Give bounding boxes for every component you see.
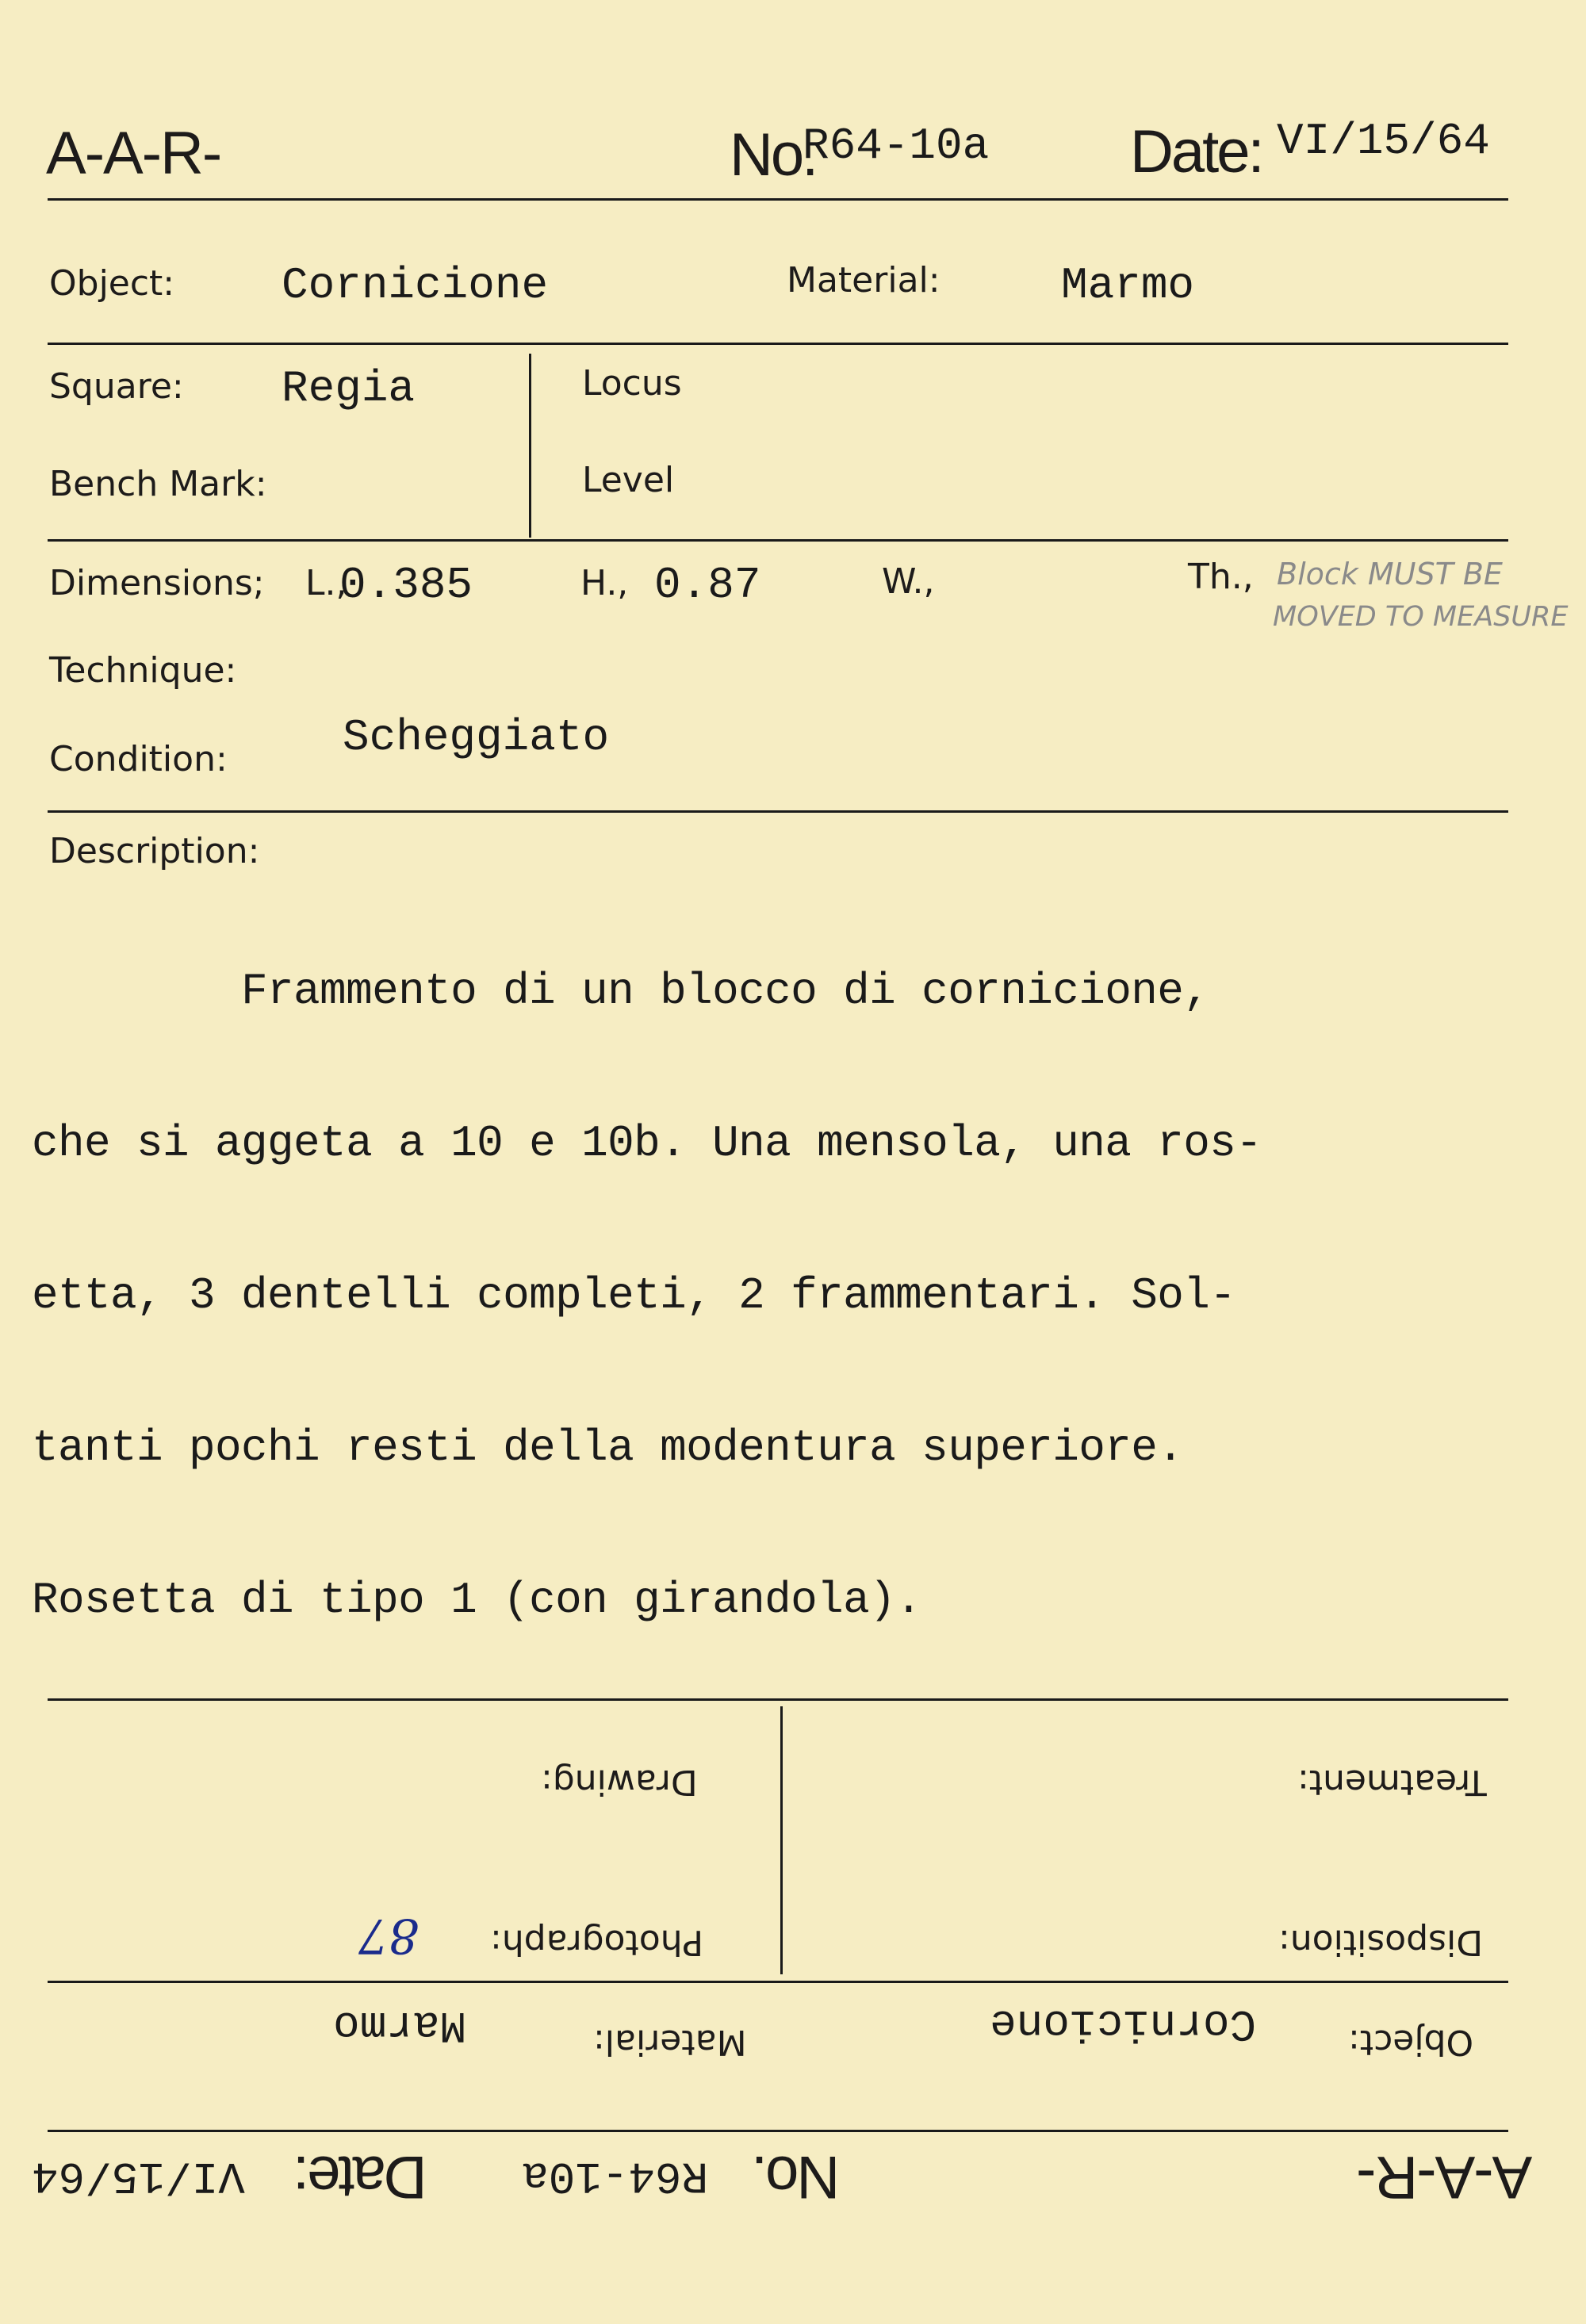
square-value: Regia bbox=[282, 363, 416, 414]
technique-label: Technique: bbox=[49, 650, 237, 691]
length-label: L., bbox=[305, 563, 347, 603]
material-value-flipped: Marmo bbox=[333, 2000, 467, 2050]
bottom-divider-low bbox=[48, 2130, 1508, 2132]
pencil-note-line1: Block MUST BE bbox=[1277, 557, 1503, 592]
condition-divider bbox=[48, 810, 1508, 813]
object-label: Object: bbox=[49, 263, 175, 304]
length-value: 0.385 bbox=[339, 560, 473, 611]
locus-label: Locus bbox=[582, 363, 682, 404]
date-label: Date: bbox=[1130, 118, 1262, 186]
location-divider bbox=[48, 539, 1508, 542]
height-label: H., bbox=[580, 563, 629, 603]
object-value-flipped: Cornicione bbox=[990, 1998, 1257, 2049]
square-locus-divider bbox=[529, 354, 531, 538]
level-label: Level bbox=[582, 460, 675, 500]
number-label: No. bbox=[730, 121, 817, 189]
header-divider bbox=[48, 198, 1508, 201]
bottom-center-divider bbox=[780, 1706, 783, 1974]
photograph-label: Photograph: bbox=[490, 1922, 704, 1962]
height-value: 0.87 bbox=[654, 560, 761, 611]
thickness-label: Th., bbox=[1188, 557, 1254, 597]
disposition-label: Disposition: bbox=[1278, 1922, 1484, 1962]
material-label-flipped: Material: bbox=[593, 2022, 747, 2062]
treatment-label: Treatment: bbox=[1297, 1762, 1487, 1802]
material-value: Marmo bbox=[1061, 260, 1195, 311]
object-label-flipped: Object: bbox=[1348, 2022, 1474, 2062]
catalog-number-flipped: R64-10a bbox=[522, 2150, 709, 2201]
date-value-flipped: VI/15/64 bbox=[32, 2150, 245, 2201]
bottom-divider-mid bbox=[48, 1981, 1508, 1983]
number-label-flipped: No. bbox=[753, 2143, 841, 2211]
object-divider bbox=[48, 343, 1508, 345]
bench-mark-label: Bench Mark: bbox=[49, 464, 267, 504]
institution-code-flipped: A-A-R- bbox=[1358, 2143, 1533, 2211]
institution-code: A-A-R- bbox=[46, 120, 221, 187]
date-value: VI/15/64 bbox=[1277, 116, 1490, 167]
drawing-label: Drawing: bbox=[541, 1762, 698, 1802]
description-line: tanti pochi resti della modentura superiore. bbox=[32, 1422, 1184, 1473]
width-label: W., bbox=[882, 561, 935, 602]
description-line: Frammento di un blocco di cornicione, bbox=[32, 966, 1210, 1017]
catalog-number: R64-10a bbox=[803, 121, 990, 171]
bottom-divider-top bbox=[48, 1698, 1508, 1701]
date-label-flipped: Date: bbox=[295, 2143, 427, 2211]
dimensions-label: Dimensions; bbox=[49, 563, 265, 603]
description-label: Description: bbox=[49, 831, 260, 871]
material-label: Material: bbox=[787, 260, 940, 301]
square-label: Square: bbox=[49, 366, 184, 407]
description-text bbox=[32, 864, 1554, 1727]
condition-value: Scheggiato bbox=[343, 712, 610, 763]
pencil-note-line2: MOVED TO MEASURE bbox=[1273, 601, 1569, 633]
description-line: Rosetta di tipo 1 (con girandola). bbox=[32, 1575, 922, 1625]
condition-label: Condition: bbox=[49, 739, 228, 779]
description-line: etta, 3 dentelli completi, 2 frammentari. Sol- bbox=[32, 1270, 1236, 1321]
description-line: che si aggeta a 10 e 10b. Una mensola, una ros- bbox=[32, 1118, 1262, 1169]
object-value: Cornicione bbox=[282, 260, 549, 311]
photograph-number: 87 bbox=[358, 1908, 419, 1963]
